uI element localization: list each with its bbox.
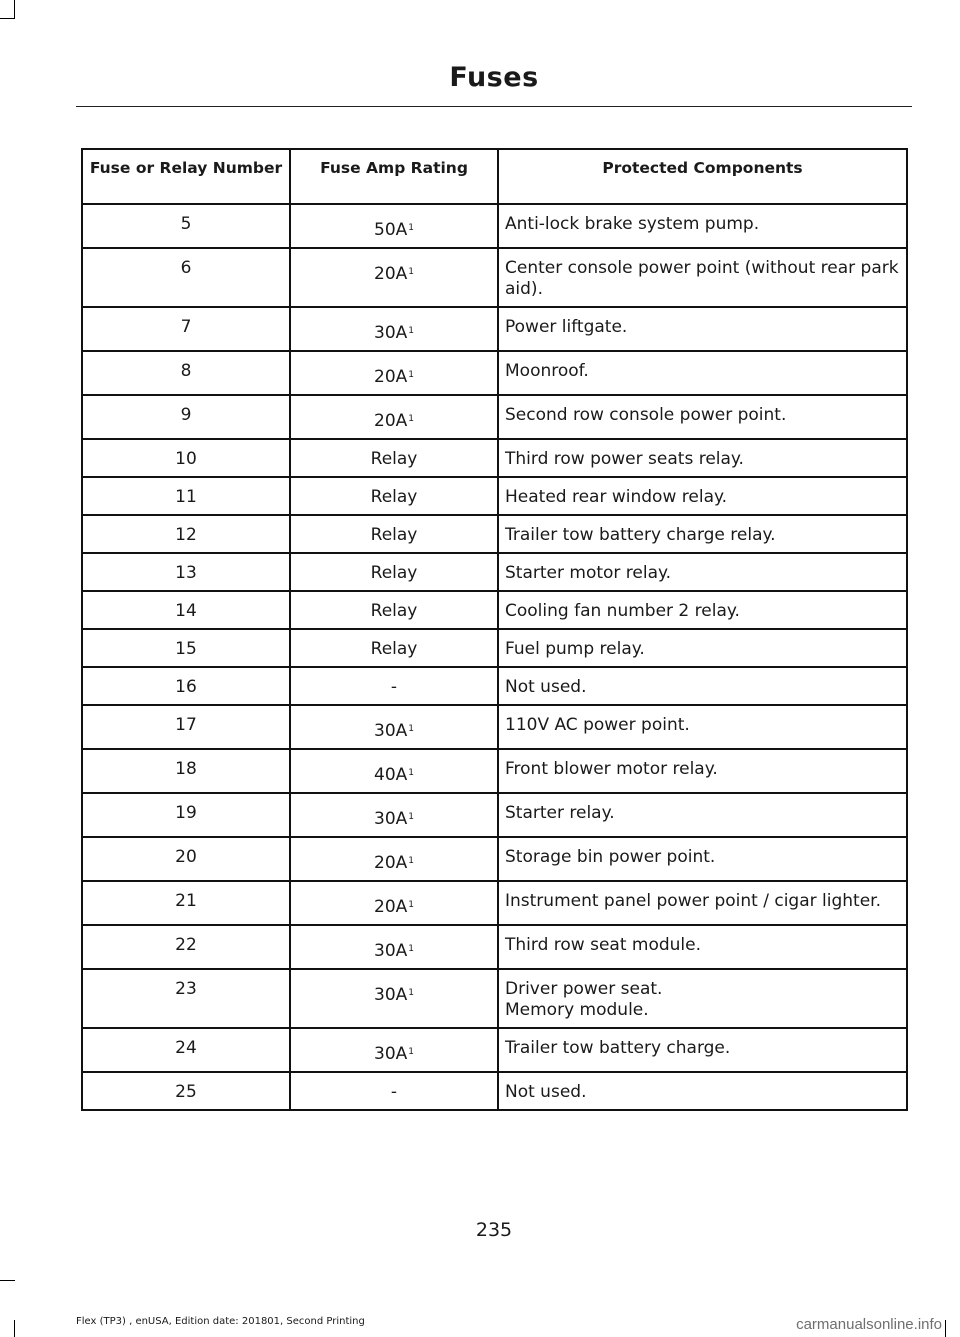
component-line: Starter motor relay. bbox=[505, 563, 672, 583]
fuse-amp-rating bbox=[290, 477, 498, 515]
protected-components bbox=[498, 705, 907, 749]
fuse-amp-rating bbox=[290, 351, 498, 395]
amp-rating-value: 30A bbox=[374, 941, 408, 961]
component-line: 110V AC power point. bbox=[505, 715, 690, 735]
protected-components bbox=[498, 667, 907, 705]
amp-rating-value: 50A bbox=[374, 220, 408, 240]
fuse-number: 21 bbox=[82, 881, 290, 925]
component-line: Heated rear window relay. bbox=[505, 487, 728, 507]
table-row bbox=[82, 1028, 907, 1072]
fuse-number: 17 bbox=[82, 705, 290, 749]
table-row bbox=[82, 515, 907, 553]
component-line: Cooling fan number 2 relay. bbox=[505, 601, 740, 621]
footnote-marker: 1 bbox=[408, 768, 414, 778]
fuse-table bbox=[81, 148, 908, 1111]
fuse-number: 24 bbox=[82, 1028, 290, 1072]
component-line: Third row power seats relay. bbox=[505, 449, 744, 469]
crop-mark-top-left bbox=[14, 0, 15, 18]
fuse-number: 9 bbox=[82, 395, 290, 439]
protected-components bbox=[498, 1072, 907, 1110]
protected-components bbox=[498, 204, 907, 248]
fuse-amp-rating bbox=[290, 439, 498, 477]
protected-components bbox=[498, 439, 907, 477]
component-line: Starter relay. bbox=[505, 803, 615, 823]
footnote-marker: 1 bbox=[408, 267, 414, 277]
fuse-amp-rating bbox=[290, 307, 498, 351]
component-line: Anti-lock brake system pump. bbox=[505, 214, 760, 234]
fuse-number: 6 bbox=[82, 248, 290, 307]
footnote-marker: 1 bbox=[408, 856, 414, 866]
component-line: Fuel pump relay. bbox=[505, 639, 645, 659]
fuse-amp-rating bbox=[290, 204, 498, 248]
table-row bbox=[82, 248, 907, 307]
footnote-marker: 1 bbox=[408, 724, 414, 734]
amp-rating-value: 30A bbox=[374, 721, 408, 741]
fuse-number: 20 bbox=[82, 837, 290, 881]
table-row bbox=[82, 591, 907, 629]
footnote-marker: 1 bbox=[408, 1047, 414, 1057]
fuse-number: 5 bbox=[82, 204, 290, 248]
footnote-marker: 1 bbox=[408, 414, 414, 424]
protected-components bbox=[498, 837, 907, 881]
fuse-number: 16 bbox=[82, 667, 290, 705]
protected-components bbox=[498, 925, 907, 969]
component-line: Second row console power point. bbox=[505, 405, 787, 425]
fuse-number: 10 bbox=[82, 439, 290, 477]
header-protected-components: Protected Components bbox=[498, 149, 907, 204]
table-row bbox=[82, 553, 907, 591]
table-row bbox=[82, 351, 907, 395]
fuse-number: 19 bbox=[82, 793, 290, 837]
amp-rating-value: 30A bbox=[374, 1044, 408, 1064]
component-line: Center console power point (without rear park aid). bbox=[505, 258, 899, 299]
amp-rating-value: Relay bbox=[370, 563, 418, 583]
fuse-number: 22 bbox=[82, 925, 290, 969]
footnote-marker: 1 bbox=[408, 326, 414, 336]
table-row bbox=[82, 793, 907, 837]
component-line: Instrument panel power point / cigar lighter. bbox=[505, 891, 881, 911]
table-row bbox=[82, 1072, 907, 1110]
protected-components bbox=[498, 881, 907, 925]
table-row bbox=[82, 307, 907, 351]
watermark-text: carmanualsonline.info bbox=[796, 1316, 942, 1333]
table-row bbox=[82, 969, 907, 1028]
amp-rating-value: - bbox=[390, 1082, 398, 1102]
table-row bbox=[82, 629, 907, 667]
table-row bbox=[82, 925, 907, 969]
fuse-number: 11 bbox=[82, 477, 290, 515]
component-line: Power liftgate. bbox=[505, 317, 628, 337]
header-fuse-number: Fuse or Relay Number bbox=[82, 149, 290, 204]
amp-rating-value: 20A bbox=[374, 367, 408, 387]
protected-components bbox=[498, 351, 907, 395]
fuse-amp-rating bbox=[290, 591, 498, 629]
amp-rating-value: 30A bbox=[374, 323, 408, 343]
component-line: Driver power seat. bbox=[505, 979, 663, 999]
fuse-amp-rating bbox=[290, 395, 498, 439]
amp-rating-value: 20A bbox=[374, 853, 408, 873]
table-row bbox=[82, 837, 907, 881]
protected-components bbox=[498, 1028, 907, 1072]
fuse-amp-rating bbox=[290, 793, 498, 837]
page-title: Fuses bbox=[449, 62, 539, 93]
title-rule bbox=[76, 106, 912, 107]
fuse-number: 25 bbox=[82, 1072, 290, 1110]
fuse-amp-rating bbox=[290, 1028, 498, 1072]
amp-rating-value: 20A bbox=[374, 897, 408, 917]
component-line: Not used. bbox=[505, 1082, 587, 1102]
fuse-table-body bbox=[82, 204, 907, 1110]
fuse-amp-rating bbox=[290, 705, 498, 749]
fuse-number: 12 bbox=[82, 515, 290, 553]
protected-components bbox=[498, 749, 907, 793]
protected-components bbox=[498, 395, 907, 439]
table-row bbox=[82, 705, 907, 749]
footnote-marker: 1 bbox=[408, 812, 414, 822]
fuse-amp-rating bbox=[290, 515, 498, 553]
fuse-amp-rating bbox=[290, 1072, 498, 1110]
protected-components bbox=[498, 307, 907, 351]
amp-rating-value: Relay bbox=[370, 639, 418, 659]
component-line: Trailer tow battery charge. bbox=[505, 1038, 731, 1058]
protected-components bbox=[498, 793, 907, 837]
table-row bbox=[82, 749, 907, 793]
amp-rating-value: Relay bbox=[370, 449, 418, 469]
component-line: Storage bin power point. bbox=[505, 847, 716, 867]
table-row bbox=[82, 204, 907, 248]
protected-components bbox=[498, 515, 907, 553]
fuse-number: 8 bbox=[82, 351, 290, 395]
fuse-amp-rating bbox=[290, 881, 498, 925]
crop-mark-bottom-right bbox=[945, 1320, 946, 1337]
table-row bbox=[82, 881, 907, 925]
table-header-row bbox=[82, 149, 907, 204]
edition-footer: Flex (TP3) , enUSA, Edition date: 201801, Second Printing bbox=[76, 1316, 365, 1327]
amp-rating-value: Relay bbox=[370, 525, 418, 545]
fuse-number: 13 bbox=[82, 553, 290, 591]
fuse-amp-rating bbox=[290, 553, 498, 591]
component-line: Third row seat module. bbox=[505, 935, 702, 955]
component-line: Not used. bbox=[505, 677, 587, 697]
protected-components bbox=[498, 969, 907, 1028]
table-row bbox=[82, 439, 907, 477]
footnote-marker: 1 bbox=[408, 988, 414, 998]
table-row bbox=[82, 395, 907, 439]
footnote-marker: 1 bbox=[408, 223, 414, 233]
amp-rating-value: 20A bbox=[374, 264, 408, 284]
amp-rating-value: 20A bbox=[374, 411, 408, 431]
component-line: Memory module. bbox=[505, 1000, 649, 1020]
protected-components bbox=[498, 477, 907, 515]
fuse-number: 23 bbox=[82, 969, 290, 1028]
footnote-marker: 1 bbox=[408, 944, 414, 954]
page-number: 235 bbox=[475, 1219, 513, 1241]
fuse-number: 14 bbox=[82, 591, 290, 629]
amp-rating-value: 30A bbox=[374, 985, 408, 1005]
component-line: Moonroof. bbox=[505, 361, 589, 381]
fuse-number: 7 bbox=[82, 307, 290, 351]
table-row bbox=[82, 667, 907, 705]
footnote-marker: 1 bbox=[408, 370, 414, 380]
protected-components bbox=[498, 629, 907, 667]
crop-mark-bottom-left bbox=[14, 1320, 15, 1337]
component-line: Front blower motor relay. bbox=[505, 759, 718, 779]
amp-rating-value: 30A bbox=[374, 809, 408, 829]
fuse-number: 15 bbox=[82, 629, 290, 667]
protected-components bbox=[498, 591, 907, 629]
component-line: Trailer tow battery charge relay. bbox=[505, 525, 776, 545]
amp-rating-value: - bbox=[390, 677, 398, 697]
table-row bbox=[82, 477, 907, 515]
fuse-amp-rating bbox=[290, 925, 498, 969]
fuse-amp-rating bbox=[290, 248, 498, 307]
amp-rating-value: Relay bbox=[370, 487, 418, 507]
crop-mark-bottom-left-h bbox=[0, 1280, 15, 1281]
crop-mark-top-left-h bbox=[0, 18, 15, 19]
footnote-marker: 1 bbox=[408, 900, 414, 910]
protected-components bbox=[498, 553, 907, 591]
fuse-amp-rating bbox=[290, 969, 498, 1028]
protected-components bbox=[498, 248, 907, 307]
fuse-amp-rating bbox=[290, 837, 498, 881]
fuse-number: 18 bbox=[82, 749, 290, 793]
fuse-amp-rating bbox=[290, 749, 498, 793]
header-amp-rating: Fuse Amp Rating bbox=[290, 149, 498, 204]
amp-rating-value: Relay bbox=[370, 601, 418, 621]
amp-rating-value: 40A bbox=[374, 765, 408, 785]
fuse-amp-rating bbox=[290, 629, 498, 667]
fuse-amp-rating bbox=[290, 667, 498, 705]
